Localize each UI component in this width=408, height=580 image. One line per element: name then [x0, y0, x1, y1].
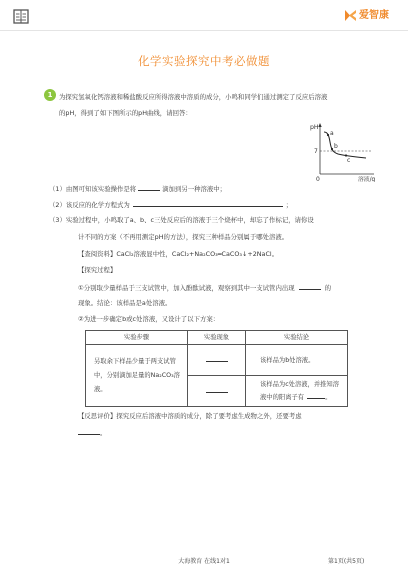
point-b-marker: [331, 148, 333, 150]
answer-blank-6: [307, 392, 325, 399]
table-header-conclusion: 实验结论: [246, 331, 348, 345]
table-header-step: 实验步骤: [86, 331, 188, 345]
table-phenomenon-cell-2: [188, 376, 246, 407]
x-axis-label: 溶液/g: [358, 177, 376, 182]
answer-blank-5: [206, 386, 228, 393]
footer-center: 大海教育 在线1对1: [178, 558, 230, 565]
intro-line-1: 为探究氢氧化钙溶液和稀盐酸反应所得溶液中溶质的成分，小鸣和同学们通过测定了反应后溶液: [59, 93, 328, 101]
intro-line-2: 的pH，得到了如下图所示的pH曲线，请回答：: [59, 109, 192, 117]
item-1: （1）由图可知该实验操作是将 滴加到另一种溶液中；: [49, 185, 227, 193]
step-1-line-2: 现象。结论：该样品是a处溶液。: [78, 299, 172, 307]
consult-info: 【查阅资料】CaCl₂溶液显中性，CaCl₂+Na₂CO₃═CaCO₃↓+2NaCl。: [78, 250, 279, 258]
answer-blank-1: [138, 184, 160, 191]
brand-logo: [344, 9, 400, 23]
reflect-line-2: 。: [78, 428, 106, 438]
ph-curve-graph: [306, 118, 390, 182]
table-conclusion-cell-2: 该样品为c处溶液，并推知溶 液中的阳离子有 。: [246, 376, 348, 407]
origin-label: 0: [316, 176, 320, 182]
step-1-line-1: ①分别取少量样品于三支试管中，加入酚酞试液，观察到其中一支试管内出现 的: [78, 284, 332, 292]
page-title: 化学实验探究中考必做题: [138, 54, 270, 68]
reflect-line-1: 【反思评价】探究反应后溶液中溶质的成分，除了要考虑生成物之外，还要考虑: [78, 412, 302, 420]
item-2: （2）该反应的化学方程式为 ；: [49, 201, 293, 209]
point-b-label: b: [334, 143, 338, 150]
k-brand-logo-icon: [344, 9, 357, 22]
kangaroo-book-logo-icon: [13, 9, 29, 24]
answer-blank-2: [133, 200, 283, 207]
brand-name: 爱智康: [359, 10, 389, 21]
point-a-marker: [327, 134, 329, 136]
answer-blank-3: [299, 283, 321, 290]
answer-blank-7: [78, 428, 100, 435]
point-c-label: c: [347, 157, 351, 164]
point-a-label: a: [330, 130, 334, 137]
footer-page-number: 第1页(共5页): [328, 558, 365, 565]
table-step-cell: 另取余下样品少量于两支试管 中，分别滴加足量的Na₂CO₃溶 液。: [86, 345, 188, 407]
tick-7-label: 7: [314, 148, 318, 155]
item-3-line-1: （3）实验过程中，小鸣取了a、b、c三处反应后的溶液于三个烧杯中，却忘了作标记，请你设: [49, 216, 314, 224]
question-number-badge: 1: [44, 89, 56, 101]
experiment-table: [85, 330, 348, 407]
explore-heading: 【探究过程】: [78, 266, 117, 274]
header-logo-left: [13, 9, 29, 24]
table-conclusion-cell-1: 该样品为b处溶液。: [246, 345, 348, 376]
item-3-line-2: 计不同的方案（不再用测定pH的方法），探究三种样品分别属于哪处溶液。: [78, 233, 289, 241]
y-axis-label: pH: [310, 124, 319, 131]
table-header-phenomenon: 实验现象: [188, 331, 246, 345]
step-2-intro: ②为进一步确定b或c处溶液，又设计了以下方案：: [78, 315, 220, 323]
header-divider: [0, 30, 408, 31]
y-axis-arrow-icon: [318, 123, 321, 127]
table-phenomenon-cell-1: [188, 345, 246, 376]
answer-blank-4: [206, 355, 228, 362]
